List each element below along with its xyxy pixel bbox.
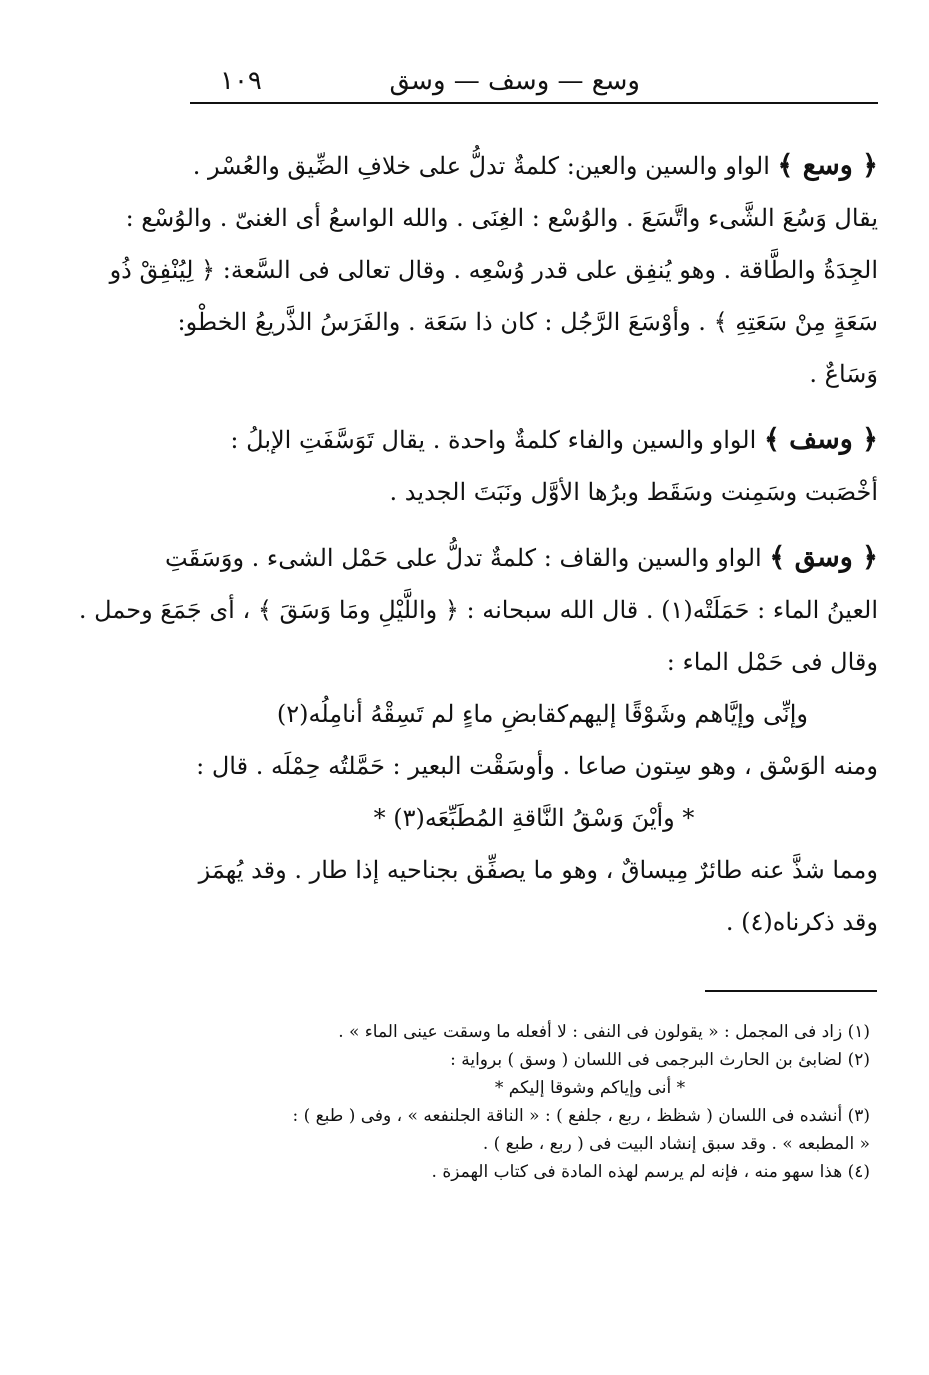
entry-line: [190, 140, 878, 192]
entry-text: الواو والسين والعين: كلمةٌ تدلُّ على خلافِ الضِّيق والعُسْر .: [192, 152, 770, 180]
entry-line: ومنه الوَسْق ، وهو سِتون صاعا . وأوسَقْت البعير : حَمَّلتُه حِمْلَه . قال :: [196, 752, 878, 780]
page-number: ١٠٩: [220, 66, 262, 96]
entry-line: وقد ذكرناه(٤) .: [725, 908, 878, 936]
entry-line: وَسَاعٌ .: [809, 360, 878, 388]
entry-line: العينُ الماء : حَمَلَتْه(١) . قال الله سبحانه : ﴿ واللَّيْلِ ومَا وَسَقَ ﴾ ، أى جَمَعَ وحمل .: [78, 596, 878, 624]
header-rule: [190, 102, 878, 104]
entry-line: وقال فى حَمْل الماء :: [666, 648, 878, 676]
entry-text: الواو والسين والقاف : كلمةٌ تدلُّ على حَمْل الشىء . ووَسَقَتِ: [165, 544, 762, 572]
footnote-3-continued: « المطبعه » . وقد سبق إنشاد البيت فى ( ربع ، طبع ) .: [482, 1134, 870, 1154]
headword-wasa: ﴿ وسع ﴾: [777, 150, 878, 181]
poetry-half-verse: * وأيْنَ وَسْقُ النَّاقةِ المُطَبِّعَه(٣) *: [373, 804, 695, 832]
verse-second-hemistich: كقابضِ ماءٍ لم تَسِقْهُ أنامِلُه(٢): [276, 700, 569, 728]
entry-line: أخْصَبت وسَمِنت وسَقَط وبرُها الأوَّل ونَبَتَ الجديد .: [389, 478, 878, 506]
entry-line: سَعَةٍ مِنْ سَعَتِهِ ﴾ . وأوْسَعَ الرَّجُل : كان ذا سَعَة . والفَرَسُ الذَّريعُ الخطْو:: [177, 308, 878, 336]
footnote-4: (٤) هذا سهو منه ، فإنه لم يرسم لهذه المادة فى كتاب الهمزة .: [431, 1162, 870, 1182]
dictionary-body: [78, 140, 878, 962]
entry-line: ومما شذَّ عنه طائرٌ مِيساقٌ ، وهو ما يصفِّق بجناحيه إذا طار . وقد يُهمَز: [198, 856, 878, 884]
headword-wasaq: ﴿ وسق ﴾: [769, 542, 878, 573]
entry-line: يقال وَسُعَ الشَّىء واتَّسَعَ . والوُسْع : الغِنَى . والله الواسعُ أى الغنىّ . والوُسْع :: [125, 204, 878, 232]
footnote-rule: [705, 990, 877, 992]
headword-wasaf: ﴿ وسف ﴾: [763, 424, 878, 455]
running-header: [190, 58, 880, 104]
footnote-2: (٢) لضابئ بن الحارث البرجمى فى اللسان ( وسق ) برواية :: [450, 1050, 870, 1070]
footnote-3: (٣) أنشده فى اللسان ( شظظ ، ربع ، جلفع ) : « الناقة الجلنفعه » ، وفى ( طبع ) :: [292, 1106, 870, 1126]
entry-line: [165, 532, 878, 584]
footnote-1: (١) زاد فى المجمل : « يقولون فى النفى : لا أفعله ما وسقت عينى الماء » .: [338, 1022, 870, 1042]
entry-wasa: [109, 140, 878, 400]
entry-line: الجِدَةُ والطَّاقة . وهو يُنفِق على قدر وُسْعِه . وقال تعالى فى السَّعة: ﴿ لِيُنْفِقْ ذُو: [109, 256, 878, 284]
header-title: وسع — وسف — وسق: [389, 66, 640, 96]
entry-wasaf: [190, 414, 878, 518]
verse-first-hemistich: وإنِّى وإيَّاهم وشَوْقًا إليهم: [568, 700, 808, 728]
entry-text: الواو والسين والفاء كلمةٌ واحدة . يقال تَوَسَّفَتِ الإبلُ :: [230, 426, 757, 454]
entry-wasaq: [78, 532, 878, 948]
entry-line: [190, 414, 878, 466]
poetry-verse: [190, 688, 878, 740]
footnotes: [190, 1018, 870, 1186]
footnote-2-verse: * أنى وإياكم وشوقا إليكم *: [494, 1078, 686, 1098]
